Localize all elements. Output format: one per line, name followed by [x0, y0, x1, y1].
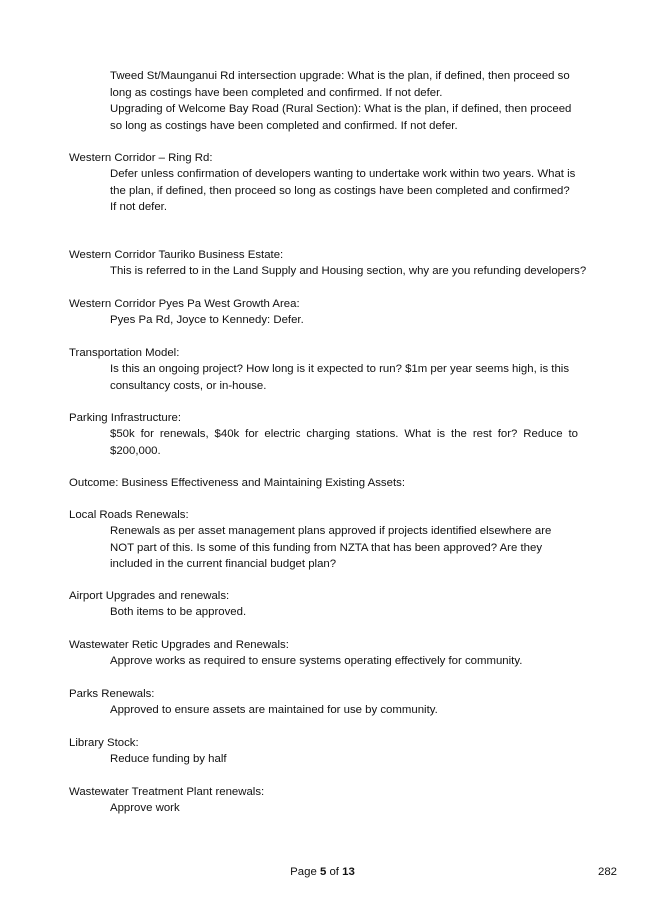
- footer-page-total: 13: [342, 866, 355, 878]
- paragraph-library: Reduce funding by half: [110, 753, 227, 765]
- paragraph-parking: $50k for renewals, $40k for electric charging stations. What is the rest for? Reduce to $200,000.: [110, 428, 578, 457]
- heading-library-stock: Library Stock:: [69, 737, 139, 749]
- heading-transportation-model: Transportation Model:: [69, 347, 180, 359]
- footer-page-prefix: Page: [290, 866, 320, 878]
- paragraph-airport: Both items to be approved.: [110, 606, 247, 618]
- paragraph-welcome-bay: Upgrading of Welcome Bay Road (Rural Section): What is the plan, if defined, then proceed so long as costings have been completed and confirmed. If not defer.: [110, 103, 572, 132]
- heading-pyes-pa: Western Corridor Pyes Pa West Growth Area:: [69, 298, 300, 310]
- page-footer: [0, 864, 645, 881]
- paragraph-local-roads: Renewals as per asset management plans approved if projects identified elsewhere are NOT part of this. Is some of this funding from NZTA that has been approved? Are they included in the current financial budget plan?: [110, 525, 552, 571]
- paragraph-wastewater-retic: Approve works as required to ensure systems operating effectively for community.: [110, 655, 523, 667]
- heading-parking-infrastructure: Parking Infrastructure:: [69, 412, 182, 424]
- paragraph-pyes-pa: Pyes Pa Rd, Joyce to Kennedy: Defer.: [110, 314, 304, 326]
- footer-page-current: 5: [319, 866, 327, 878]
- heading-western-corridor-ring-rd: Western Corridor – Ring Rd:: [69, 152, 213, 164]
- paragraph-tauriko: This is referred to in the Land Supply and Housing section, why are you refunding developers?: [110, 265, 587, 277]
- paragraph-parks: Approved to ensure assets are maintained for use by community.: [110, 704, 438, 716]
- paragraph-tweed-st: Tweed St/Maunganui Rd intersection upgrade: What is the plan, if defined, then proceed so long as costings have been completed and confirmed. If not defer.: [110, 70, 570, 99]
- footer-page-of: of: [326, 866, 343, 878]
- heading-outcome: Outcome: Business Effectiveness and Maintaining Existing Assets:: [69, 477, 405, 489]
- heading-wastewater-treatment: Wastewater Treatment Plant renewals:: [69, 786, 265, 798]
- paragraph-wastewater-treatment: Approve work: [110, 802, 180, 814]
- heading-wastewater-retic: Wastewater Retic Upgrades and Renewals:: [69, 639, 289, 651]
- corner-page-number: 282: [597, 866, 617, 878]
- paragraph-ring-rd: Defer unless confirmation of developers wanting to undertake work within two years. What is the plan, if defined, then proceed so long as costings have been completed and confirmed? If not defer.: [110, 168, 576, 214]
- heading-tauriko: Western Corridor Tauriko Business Estate:: [69, 249, 284, 261]
- heading-airport: Airport Upgrades and renewals:: [69, 590, 230, 602]
- heading-local-roads: Local Roads Renewals:: [69, 509, 189, 521]
- heading-parks-renewals: Parks Renewals:: [69, 688, 155, 700]
- paragraph-transportation-model: Is this an ongoing project? How long is it expected to run? $1m per year seems high, is this consultancy costs, or in-house.: [110, 363, 570, 392]
